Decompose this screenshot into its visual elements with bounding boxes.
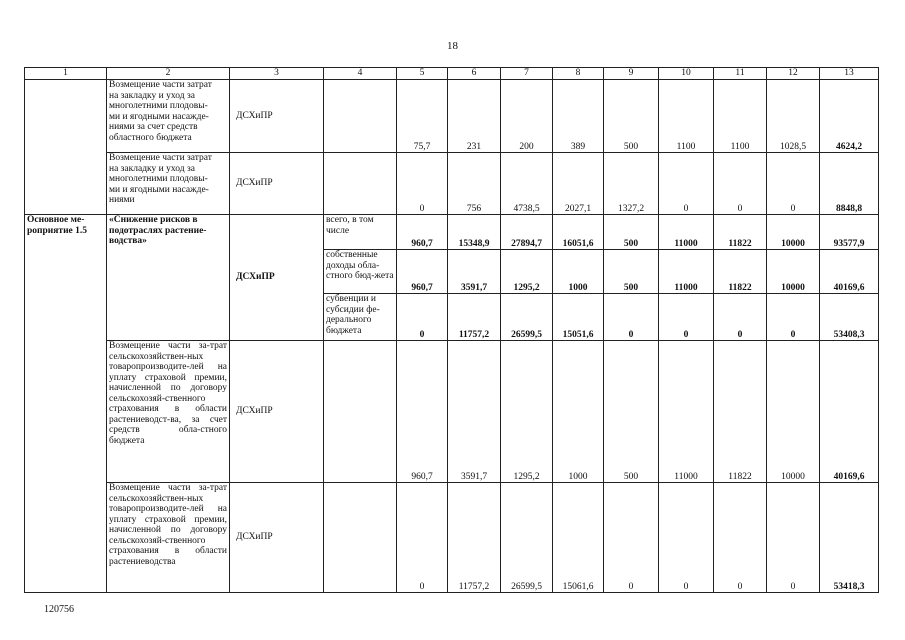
value-cell: 11822: [714, 250, 767, 294]
value-cell: 4738,5: [501, 153, 553, 215]
source-cell: [324, 153, 397, 215]
main-event-title: «Снижение рисков в подотраслях растение-водства»: [107, 215, 230, 341]
source-cell: [324, 80, 397, 153]
value-cell: 756: [448, 153, 501, 215]
value-cell: 0: [397, 153, 448, 215]
funding-source: собственные доходы обла-стного бюд-жета: [324, 250, 397, 294]
total-cell: 53408,3: [820, 294, 879, 341]
header-cell: 8: [553, 68, 604, 80]
header-cell: 5: [397, 68, 448, 80]
value-cell: 0: [767, 483, 820, 593]
executor-cell: ДСХиПР: [230, 153, 324, 215]
source-cell: [324, 483, 397, 593]
value-cell: 0: [397, 483, 448, 593]
value-cell: 0: [604, 483, 659, 593]
budget-table: [24, 67, 879, 593]
header-cell: 4: [324, 68, 397, 80]
value-cell: 0: [767, 294, 820, 341]
value-cell: 0: [714, 294, 767, 341]
value-cell: 11822: [714, 341, 767, 483]
header-cell: 11: [714, 68, 767, 80]
value-cell: 1327,2: [604, 153, 659, 215]
value-cell: 11000: [659, 250, 714, 294]
value-cell: 1000: [553, 341, 604, 483]
funding-source: субвенции и субсидии фе-дерального бюджета: [324, 294, 397, 341]
value-cell: 10000: [767, 250, 820, 294]
value-cell: 1295,2: [501, 250, 553, 294]
value-cell: 0: [397, 294, 448, 341]
header-cell: 12: [767, 68, 820, 80]
value-cell: 11822: [714, 215, 767, 250]
measure-description: Возмещение части затрат на закладку и уход за многолетними плодовы- ми и ягодными насажде- ниями за счет средств областного бюджета: [107, 80, 230, 153]
value-cell: 0: [659, 153, 714, 215]
measure-description: Возмещение части за-трат сельскохозяйствен-ных товаропроизводите-лей на уплату страховой премии, начисленной по договору сельскохозяй-ственного страхования в области растениеводства: [107, 483, 230, 593]
value-cell: 500: [604, 341, 659, 483]
value-cell: 15348,9: [448, 215, 501, 250]
value-cell: 1100: [659, 80, 714, 153]
executor-cell: ДСХиПР: [230, 215, 324, 341]
header-cell: 7: [501, 68, 553, 80]
header-cell: 1: [25, 68, 107, 80]
table-row: [25, 153, 879, 215]
value-cell: 500: [604, 250, 659, 294]
value-cell: 3591,7: [448, 341, 501, 483]
value-cell: 11757,2: [448, 483, 501, 593]
executor-cell: ДСХиПР: [230, 80, 324, 153]
value-cell: 0: [604, 294, 659, 341]
value-cell: 500: [604, 215, 659, 250]
table-row: [25, 215, 879, 250]
table-row: [25, 483, 879, 593]
page-number: 18: [447, 40, 458, 52]
value-cell: 960,7: [397, 215, 448, 250]
funding-source: всего, в том числе: [324, 215, 397, 250]
table-row: [25, 80, 879, 153]
value-cell: 0: [659, 294, 714, 341]
value-cell: 15061,6: [553, 483, 604, 593]
value-cell: 11000: [659, 215, 714, 250]
value-cell: 1000: [553, 250, 604, 294]
executor-cell: ДСХиПР: [230, 483, 324, 593]
header-cell: 10: [659, 68, 714, 80]
value-cell: 26599,5: [501, 483, 553, 593]
header-cell: 2: [107, 68, 230, 80]
total-cell: 93577,9: [820, 215, 879, 250]
value-cell: 0: [659, 483, 714, 593]
header-cell: 6: [448, 68, 501, 80]
empty-cell: [25, 80, 107, 215]
value-cell: 0: [714, 483, 767, 593]
value-cell: 10000: [767, 215, 820, 250]
value-cell: 500: [604, 80, 659, 153]
value-cell: 3591,7: [448, 250, 501, 294]
total-cell: 40169,6: [820, 341, 879, 483]
value-cell: 10000: [767, 341, 820, 483]
value-cell: 231: [448, 80, 501, 153]
measure-description: Возмещение части за-трат сельскохозяйствен-ных товаропроизводите-лей на уплату страховой премии, начисленной по договору сельскохозяй-ственного страхования в области растениеводст-ва, за счет средств обла-стного бюджета: [107, 341, 230, 483]
source-cell: [324, 341, 397, 483]
measure-description: Возмещение части затрат на закладку и уход за многолетними плодовы- ми и ягодными насажде- ниями: [107, 153, 230, 215]
value-cell: 389: [553, 80, 604, 153]
executor-cell: ДСХиПР: [230, 341, 324, 483]
value-cell: 26599,5: [501, 294, 553, 341]
value-cell: 2027,1: [553, 153, 604, 215]
total-cell: 4624,2: [820, 80, 879, 153]
total-cell: 53418,3: [820, 483, 879, 593]
value-cell: 15051,6: [553, 294, 604, 341]
value-cell: 0: [767, 153, 820, 215]
value-cell: 200: [501, 80, 553, 153]
value-cell: 1295,2: [501, 341, 553, 483]
total-cell: 40169,6: [820, 250, 879, 294]
value-cell: 16051,6: [553, 215, 604, 250]
total-cell: 8848,8: [820, 153, 879, 215]
value-cell: 11757,2: [448, 294, 501, 341]
header-row: [25, 68, 879, 80]
value-cell: 960,7: [397, 341, 448, 483]
header-cell: 13: [820, 68, 879, 80]
main-event-label: Основное ме-роприятие 1.5: [25, 215, 107, 593]
value-cell: 0: [714, 153, 767, 215]
document-code: 120756: [44, 604, 74, 615]
value-cell: 27894,7: [501, 215, 553, 250]
value-cell: 11000: [659, 341, 714, 483]
header-cell: 3: [230, 68, 324, 80]
header-cell: 9: [604, 68, 659, 80]
value-cell: 1028,5: [767, 80, 820, 153]
value-cell: 1100: [714, 80, 767, 153]
value-cell: 960,7: [397, 250, 448, 294]
value-cell: 75,7: [397, 80, 448, 153]
table-row: [25, 341, 879, 483]
